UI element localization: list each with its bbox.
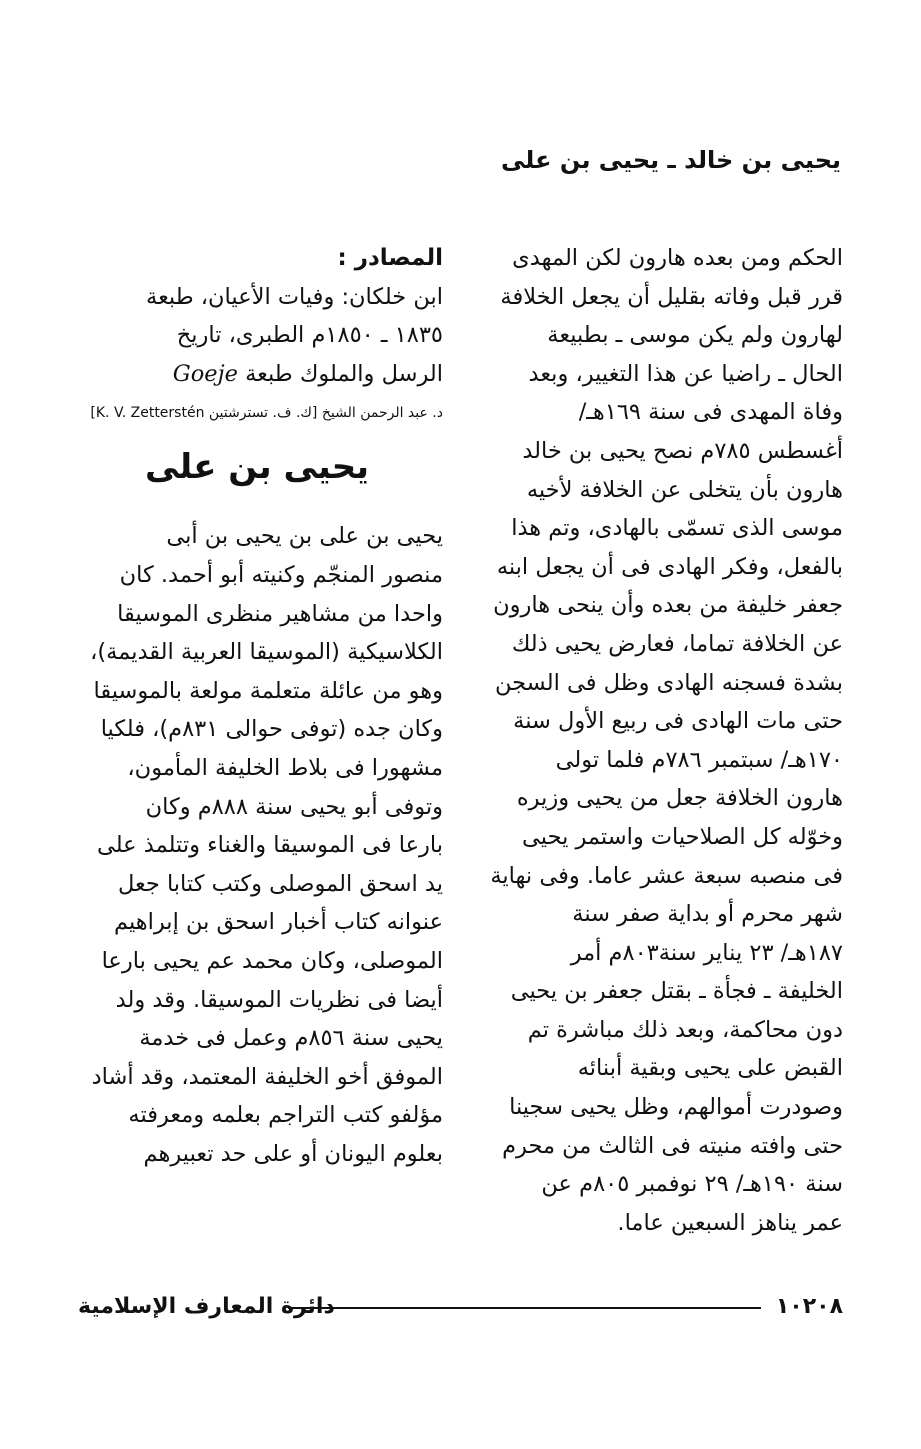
text-line: واحدا من مشاهير منظرى الموسيقا	[117, 600, 443, 627]
text-line: القبض على يحيى وبقية أبنائه	[577, 1055, 843, 1082]
footer-divider	[288, 1307, 761, 1309]
text-line: بعلوم اليونان أو على حد تعبيرهم	[143, 1140, 443, 1167]
text-line: حتى مات الهادى فى ربيع الأول سنة	[513, 708, 843, 735]
text-line: الموفق أخو الخليفة المعتمد، وقد أشاد	[91, 1063, 443, 1090]
article-title: يحيى بن على	[144, 447, 370, 488]
text-line: لهارون ولم يكن موسى ـ بطبيعة	[547, 322, 843, 349]
text-line: جعفر خليفة من بعده وأن ينحى هارون	[493, 592, 843, 619]
text-line: وكان جده (توفى حوالى ٨٣١م)، فلكيا	[100, 716, 443, 743]
page-number: ١٠٢٠٨	[775, 1294, 843, 1319]
text-line: وصودرت أموالهم، وظل يحيى سجينا	[509, 1094, 843, 1121]
sources-section	[71, 239, 443, 425]
text-line: عن الخلافة تماما، فعارض يحيى ذلك	[511, 630, 843, 657]
source-line: ١٨٣٥ ـ ١٨٥٠م الطبرى، تاريخ	[176, 322, 443, 349]
left-column	[71, 239, 443, 1173]
publication-title: دائرة المعارف الإسلامية	[78, 1294, 335, 1319]
text-line: يحيى بن على بن يحيى بن أبى	[166, 523, 443, 550]
text-line: هارون الخلافة جعل من يحيى وزيره	[516, 785, 843, 812]
text-line: موسى الذى تسمّى بالهادى، وتم هذا	[511, 515, 843, 542]
text-line: الخليفة ـ فجأة ـ بقتل جعفر بن يحيى	[510, 978, 843, 1005]
text-line: مؤلفو كتب التراجم بعلمه ومعرفته	[128, 1102, 443, 1129]
text-line: حتى وافته منيته فى الثالث من محرم	[502, 1132, 843, 1159]
text-line: منصور المنجّم وكنيته أبو أحمد. كان	[119, 561, 443, 588]
source-line	[71, 355, 443, 394]
text-line: دون محاكمة، وبعد ذلك مباشرة تم	[527, 1016, 843, 1043]
author-attribution: د. عبد الرحمن الشيخ [ك. ف. تسترشتين K. V. Zetterstén]	[90, 405, 443, 422]
text-line: عنوانه كتاب أخبار اسحق بن إبراهيم	[114, 909, 443, 936]
source-line-latin: Goeje	[172, 360, 238, 387]
text-line: يد اسحق الموصلى وكتب كتابا جعل	[117, 870, 443, 897]
running-head: يحيى بن خالد ـ يحيى بن على	[501, 146, 841, 174]
text-line: بارعا فى الموسيقا والغناء وتتلمذ على	[96, 832, 443, 859]
text-line: هارون بأن يتخلى عن الخلافة لأخيه	[526, 476, 843, 503]
text-line: الموصلى، وكان محمد عم يحيى بارعا	[101, 947, 443, 974]
page-footer	[78, 1287, 843, 1327]
text-line: قرر قبل وفاته بقليل أن يجعل الخلافة	[500, 283, 843, 310]
text-line: الحال ـ راضيا عن هذا التغيير، وبعد	[528, 360, 843, 387]
text-line: بالفعل، وفكر الهادى فى أن يجعل ابنه	[496, 553, 843, 580]
text-line: عمر يناهز السبعين عاما.	[617, 1209, 843, 1236]
text-line: سنة ١٩٠هـ/ ٢٩ نوفمبر ٨٠٥م عن	[541, 1171, 843, 1198]
text-line: وخوّله كل الصلاحيات واستمر يحيى	[522, 823, 843, 850]
text-line: أيضا فى نظريات الموسيقا. وقد ولد	[115, 986, 443, 1013]
right-column-text	[473, 239, 843, 1242]
source-line: ابن خلكان: وفيات الأعيان، طبعة	[146, 283, 443, 310]
text-line: ١٧٠هـ/ سبتمبر ٧٨٦م فلما تولى	[555, 746, 843, 773]
sources-heading: المصادر :	[337, 245, 443, 271]
text-line: بشدة فسجنه الهادى وظل فى السجن	[494, 669, 843, 696]
text-line: وتوفى أبو يحيى سنة ٨٨٨م وكان	[145, 793, 443, 820]
text-line: الحكم ومن بعده هارون لكن المهدى	[512, 245, 843, 271]
article-body	[71, 517, 443, 1173]
text-line: الكلاسيكية (الموسيقا العربية القديمة)،	[90, 639, 443, 666]
text-line: وهو من عائلة متعلمة مولعة بالموسيقا	[93, 677, 443, 704]
text-line: شهر محرم أو بداية صفر سنة	[572, 901, 843, 928]
text-line: ١٨٧هـ/ ٢٣ يناير سنة٨٠٣م أمر	[570, 939, 843, 966]
source-line-arabic: الرسل والملوك طبعة	[245, 360, 443, 387]
text-line: فى منصبه سبعة عشر عاما. وفى نهاية	[490, 862, 843, 889]
text-line: مشهورا فى بلاط الخليفة المأمون،	[127, 754, 443, 781]
text-line: وفاة المهدى فى سنة ١٦٩هـ/	[578, 399, 843, 426]
text-line: يحيى سنة ٨٥٦م وعمل فى خدمة	[139, 1025, 443, 1052]
text-line: أغسطس ٧٨٥م نصح يحيى بن خالد	[522, 437, 843, 464]
